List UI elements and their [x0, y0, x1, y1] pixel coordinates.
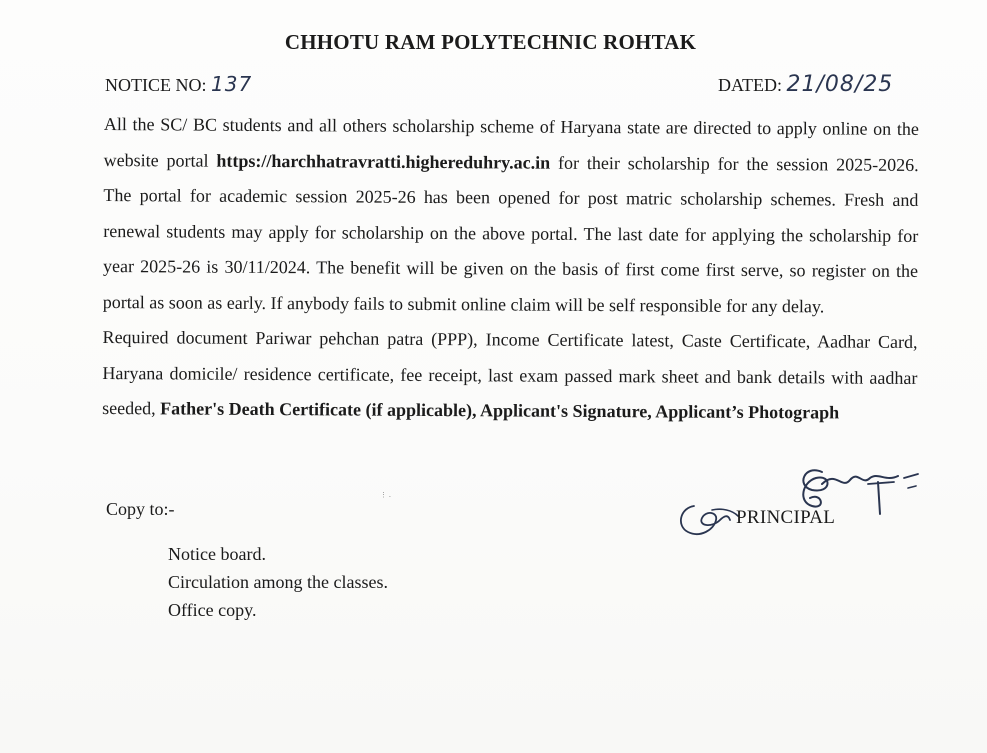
principal-signature-icon: [672, 460, 932, 550]
notice-number-handwritten: 137: [211, 72, 253, 96]
copy-to-list: [168, 540, 388, 624]
paragraph-1-text-b: for their scholarship for the session 2025-2026. The portal for academic session 2025-26 has been opened for post matric scholarship schemes. Fresh and renewal students may apply for scholarship on the above portal. The last date for applying the scholarship for year 2025-26 is 30/11/2024. The benefit will be given on the basis of first come first serve, so register on the portal as soon as early. If anybody fails to submit online claim will be self responsible for any delay.: [102, 152, 919, 316]
notice-paragraph-2: [102, 320, 918, 431]
date-handwritten: 21/08/25: [786, 72, 894, 97]
institution-title-text: CHHOTU RAM POLYTECHNIC ROHTAK: [284, 30, 697, 54]
date-line: [718, 72, 893, 97]
dated-label: DATED:: [718, 75, 782, 95]
scan-speck: ⋮ ․: [380, 491, 392, 499]
paragraph-1-text-a: All the SC/ BC students and all others scholarship scheme of Haryana state are directed to apply online on the website portal: [103, 113, 919, 171]
copy-to-item-circulation: Circulation among the classes.: [168, 572, 388, 592]
copy-to-label: Copy to:-: [106, 499, 175, 519]
notice-label: NOTICE NO:: [105, 75, 207, 95]
institution-title: [0, 30, 987, 55]
paragraph-2-text-a: Required document Pariwar pehchan patra (PPP), Income Certificate latest, Caste Certificate, Aadhar Card, Haryana domicile/ residence certificate, fee receipt, last exam passed mark sheet and bank details with aadhar seeded,: [102, 326, 918, 419]
principal-signature-block: [672, 460, 932, 550]
required-documents-bold: Father's Death Certificate (if applicable), Applicant's Signature, Applicant’s Photograph: [160, 398, 840, 423]
copy-to-item-office-copy: Office copy.: [168, 600, 257, 620]
principal-label: PRINCIPAL: [736, 507, 836, 528]
copy-to-item-notice-board: Notice board.: [168, 544, 266, 564]
notice-number-line: [105, 72, 252, 96]
notice-body: [102, 107, 919, 431]
portal-link[interactable]: https://harchhatravratti.highereduhry.ac.in: [216, 150, 551, 173]
notice-paragraph-1: [103, 107, 919, 325]
